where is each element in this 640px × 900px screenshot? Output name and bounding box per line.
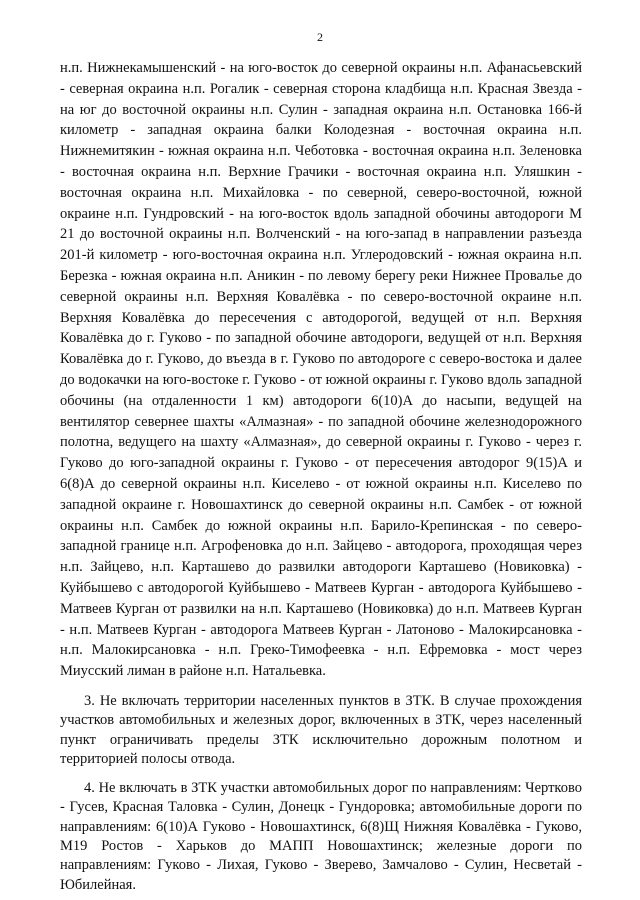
- paragraph-item-3: 3. Не включать территории населенных пунктов в ЗТК. В случае прохождения участков автомобильных и железных дорог, включенных в ЗТК, через населенный пункт ограничивать пределы ЗТК исключительно дорожным полотном и территорией полосы отвода.: [60, 692, 582, 767]
- paragraph-item-4: 4. Не включать в ЗТК участки автомобильных дорог по направлениям: Чертково - Гусев, Красная Таловка - Сулин, Донецк - Гундоровка; автомобильные дороги по направлениям: 6(10)А Гуково - Новошахтинск, 6(8)Щ Нижняя Ковалёвка - Гуково, М19 Ростов - Харьков до МАПП Новошахтинск; железные дороги по направлениям: Гуково - Лихая, Гуково - Зверево, Замчалово - Сулин, Несветай - Юбилейная.: [60, 780, 582, 893]
- page-number: 2: [317, 30, 323, 44]
- paragraph-route-description: н.п. Нижнекамышенский - на юго-восток до северной окраины н.п. Афанасьевский - северная окраина н.п. Рогалик - северная сторона кладбища н.п. Красная Звезда - на юг до восточной окраины н.п. Сулин - западная окраина н.п. Остановка 166-й километр - западная окраина балки Колодезная - восточная окраина н.п. Нижнемитякин - южная окраина н.п. Чеботовка - восточная окраина н.п. Зеленовка - восточная окраина н.п. Верхние Грачики - восточная окраина н.п. Уляшкин - восточная окраина н.п. Михайловка - по северной, северо-восточной, южной окраине н.п. Гундровский - на юго-восток вдоль западной обочины автодороги М 21 до восточной окраины н.п. Волченский - на юго-запад в направлении разъезда 201-й километр - юго-восточная окраина н.п. Углеродовский - южная окраина н.п. Березка - южная окраина н.п. Аникин - по левому берегу реки Нижнее Провалье до северной окраины н.п. Верхняя Ковалёвка - по северо-восточной окраине н.п. Верхняя Ковалёвка до пересечения с автодорогой, ведущей от н.п. Верхняя Ковалёвка до г. Гуково - по западной обочине автодороги, ведущей от н.п. Верхняя Ковалёвка до г. Гуково, до въезда в г. Гуково по автодороге с северо-востока и далее до водокачки на юго-востоке г. Гуково - от южной окраины г. Гуково вдоль западной обочины (на отдаленности 1 км) автодороги 6(10)А до насыпи, ведущей на вентилятор севернее шахты «Алмазная» - по западной обочине железнодорожного полотна, ведущего на шахту «Алмазная», до северной окраины г. Гуково - через г. Гуково до юго-западной окраины г. Гуково - от пересечения автодорог 9(15)А и 6(8)А до северной окраины н.п. Киселево - от южной окраины н.п. Киселево по западной окраине г. Новошахтинск до северной окраины н.п. Самбек - от южной окраины н.п. Самбек до южной окраины н.п. Барило-Крепинская - по северо-западной границе н.п. Агрофеновка до н.п. Зайцево - автодорога, проходящая через н.п. Зайцево, н.п. Карташево до развилки автодороги Карташево (Новиковка) - Куйбышево с автодорогой Куйбышево - Матвеев Курган - автодорога Куйбышево - Матвеев Курган от развилки на н.п. Карташево (Новиковка) до н.п. Матвеев Курган - н.п. Матвеев Курган - автодорога Матвеев Курган - Латоново - Малокирсановка - н.п. Малокирсановка - н.п. Греко-Тимофеевка - н.п. Ефремовка - мост через Миусский лиман в районе н.п. Натальевка.: [60, 60, 582, 680]
- document-body: [60, 58, 582, 895]
